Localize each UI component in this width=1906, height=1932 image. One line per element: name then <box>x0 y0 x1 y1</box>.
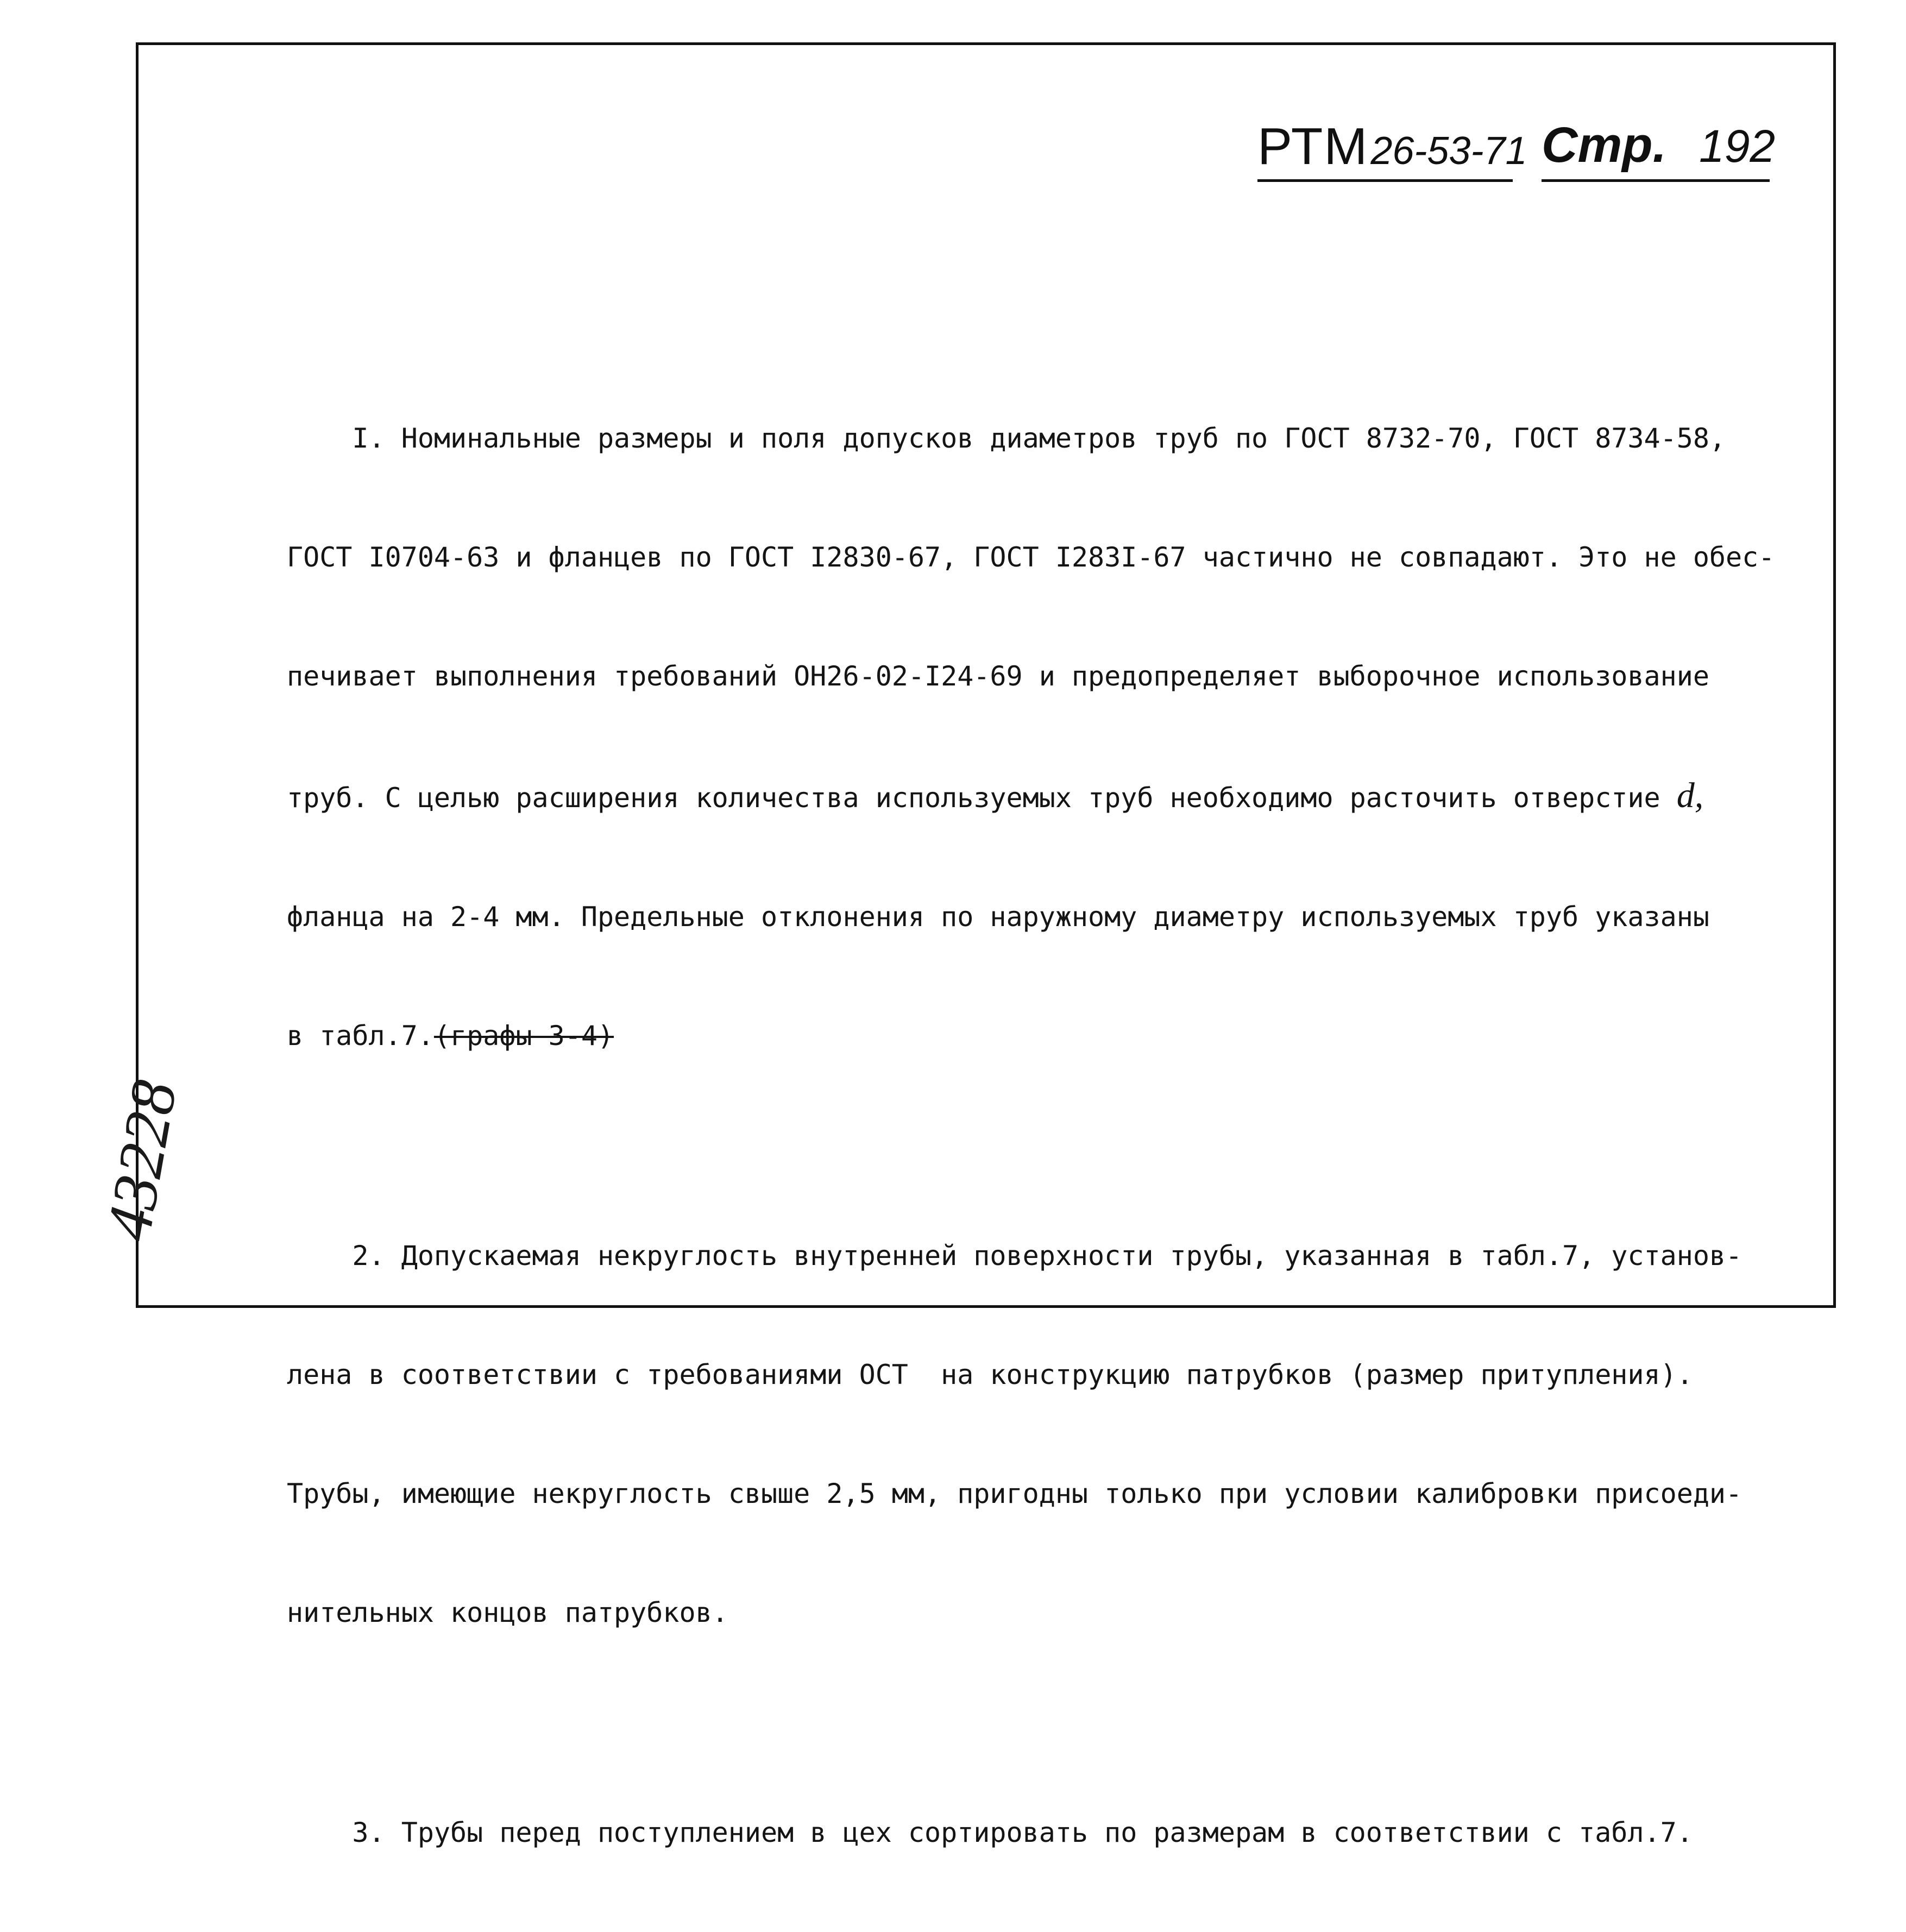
paragraph-1-line-6 <box>287 1016 1802 1056</box>
document-code-number: 26-53-71 <box>1370 129 1527 173</box>
paragraph-1-line-6-text: в табл.7. <box>287 1020 434 1052</box>
paragraph-1-line-1: I. Номинальные размеры и поля допусков диаметров труб по ГОСТ 8732-70, ГОСТ 8734-58, <box>287 423 1726 454</box>
paragraph-3 <box>287 1734 1802 1932</box>
paragraph-2-line-4: нительных концов патрубков. <box>287 1597 728 1628</box>
header-underline-right <box>1542 179 1770 182</box>
page-label: Стр. <box>1542 117 1666 173</box>
paragraph-1 <box>287 339 1802 1135</box>
paragraph-1-line-4 <box>287 776 1802 818</box>
paragraph-3-line-1: 3. Трубы перед поступлением в цех сортировать по размерам в соответствии с табл.7. <box>287 1817 1693 1848</box>
paragraph-1-line-3: печивает выполнения требований ОН26-02-I24-69 и предопределяет выборочное использование <box>287 660 1709 692</box>
paragraph-2-line-2: лена в соответствии с требованиями ОСТ на конструкцию патрубков (размер притупления). <box>287 1359 1693 1390</box>
struck-out-text: (графы 3-4) <box>433 1020 614 1052</box>
paragraph-1-line-4-text: труб. С целью расширения количества используемых труб необходимо расточить отверстие <box>287 782 1677 814</box>
page-number-header <box>1542 117 1776 182</box>
handwritten-margin-number: 43228 <box>92 1075 191 1246</box>
paragraph-2-line-3: Трубы, имеющие некруглость свыше 2,5 мм, пригодны только при условии калибровки присоеди- <box>287 1478 1743 1509</box>
document-body <box>287 339 1802 1932</box>
header-underline-left <box>1257 179 1513 182</box>
paragraph-2 <box>287 1157 1802 1712</box>
handwritten-diameter-symbol: d, <box>1676 776 1704 815</box>
page-number: 192 <box>1699 121 1776 172</box>
paragraph-1-line-2: ГОСТ I0704-63 и фланцев по ГОСТ I2830-67, ГОСТ I283I-67 частично не совпадают. Это не обес- <box>287 542 1775 573</box>
paragraph-2-line-1: 2. Допускаемая некруглость внутренней поверхности трубы, указанная в табл.7, установ- <box>287 1240 1743 1272</box>
paragraph-1-line-5: фланца на 2-4 мм. Предельные отклонения по наружному диаметру используемых труб указаны <box>287 901 1709 933</box>
document-code-prefix: РТМ <box>1257 117 1369 175</box>
document-code-header <box>1257 117 1527 182</box>
